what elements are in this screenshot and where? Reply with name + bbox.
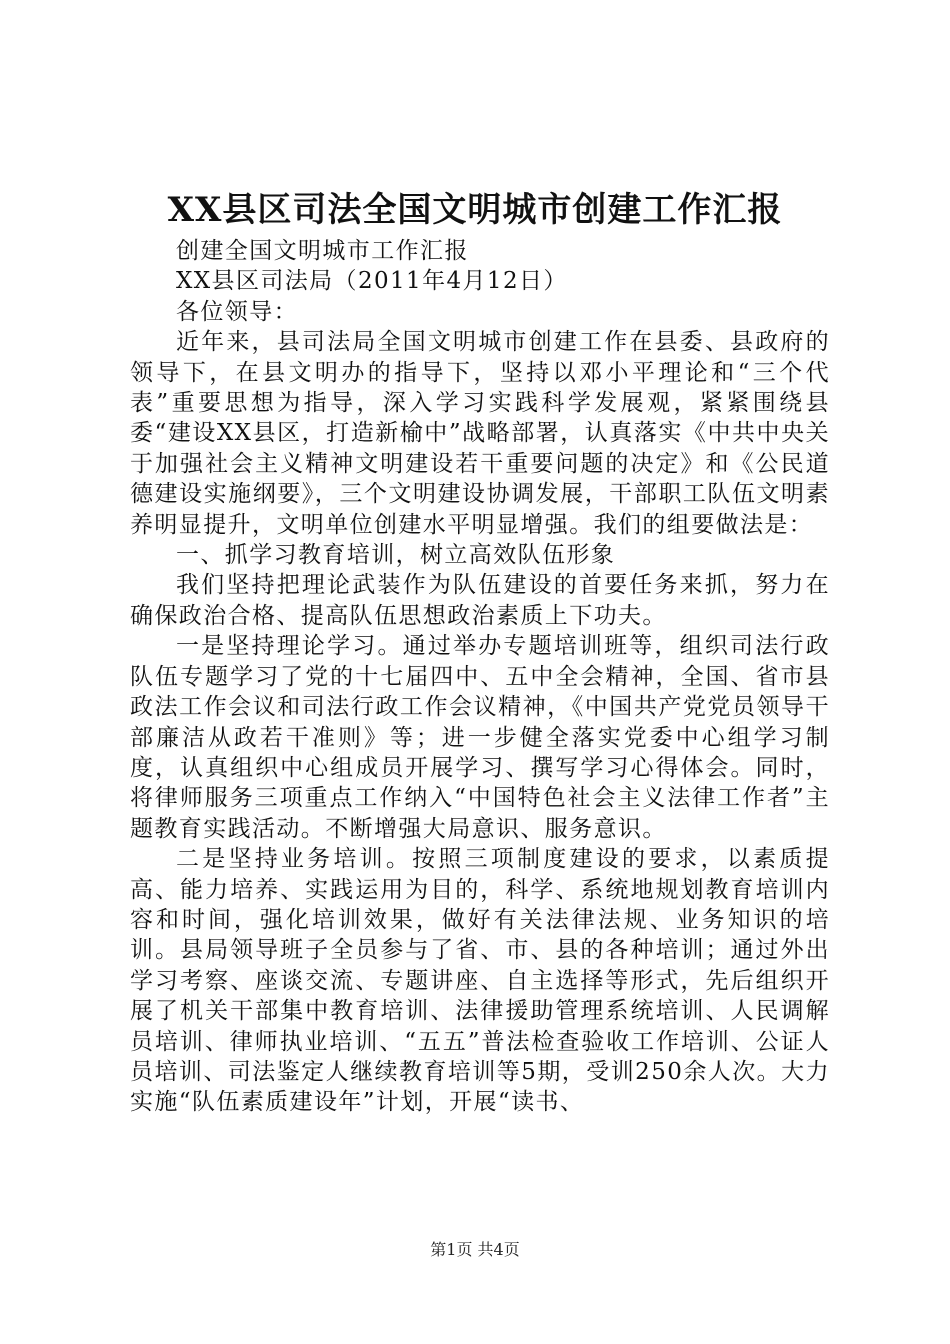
- body-paragraph: 一是坚持理论学习。通过举办专题培训班等，组织司法行政队伍专题学习了党的十七届四中、五中全会精神，全国、省市县政法工作会议和司法行政工作会议精神，《中国共产党党员领导干部廉洁从政若干准则》等；进一步健全落实党委中心组学习制度，认真组织中心组成员开展学习、撰写学习心得体会。同时，将律师服务三项重点工作纳入“中国特色社会主义法律工作者”主题教育实践活动。不断增强大局意识、服务意识。: [130, 633, 830, 842]
- document-title: XX县区司法全国文明城市创建工作汇报: [167, 190, 783, 230]
- salutation-paragraph: 各位领导：: [176, 298, 298, 325]
- section-heading-paragraph: 一、抓学习教育培训，树立高效队伍形象: [176, 542, 616, 569]
- body-paragraph: 二是坚持业务培训。按照三项制度建设的要求，以素质提高、能力培养、实践运用为目的，科学、系统地规划教育培训内容和时间，强化培训效果，做好有关法律法规、业务知识的培训。县局领导班子全员参与了省、市、县的各种培训；通过外出学习考察、座谈交流、专题讲座、自主选择等形式，先后组织开展了机关干部集中教育培训、法律援助管理系统培训、人民调解员培训、律师执业培训、“五五”普法检查验收工作培训、公证人员培训、司法鉴定人继续教育培训等5期，受训250余人次。大力实施“队伍素质建设年”计划，开展“读书、: [130, 846, 830, 1116]
- page-number-footer: 第1页 共4页: [430, 1240, 520, 1259]
- subtitle-paragraph: 创建全国文明城市工作汇报: [176, 238, 469, 264]
- body-paragraph: 我们坚持把理论武装作为队伍建设的首要任务来抓，努力在确保政治合格、提高队伍思想政治素质上下功夫。: [130, 572, 830, 629]
- intro-paragraph: 近年来，县司法局全国文明城市创建工作在县委、县政府的领导下，在县文明办的指导下，坚持以邓小平理论和“三个代表”重要思想为指导，深入学习实践科学发展观，紧紧围绕县委“建设XX县区，打造新榆中”战略部署，认真落实《中共中央关于加强社会主义精神文明建设若干重要问题的决定》和《公民道德建设实施纲要》，三个文明建设协调发展，干部职工队伍文明素养明显提升，文明单位创建水平明显增强。我们的组要做法是：: [130, 329, 830, 538]
- document-body: [130, 236, 830, 1118]
- author-date-paragraph: XX县区司法局（2011年4月12日）: [176, 268, 568, 295]
